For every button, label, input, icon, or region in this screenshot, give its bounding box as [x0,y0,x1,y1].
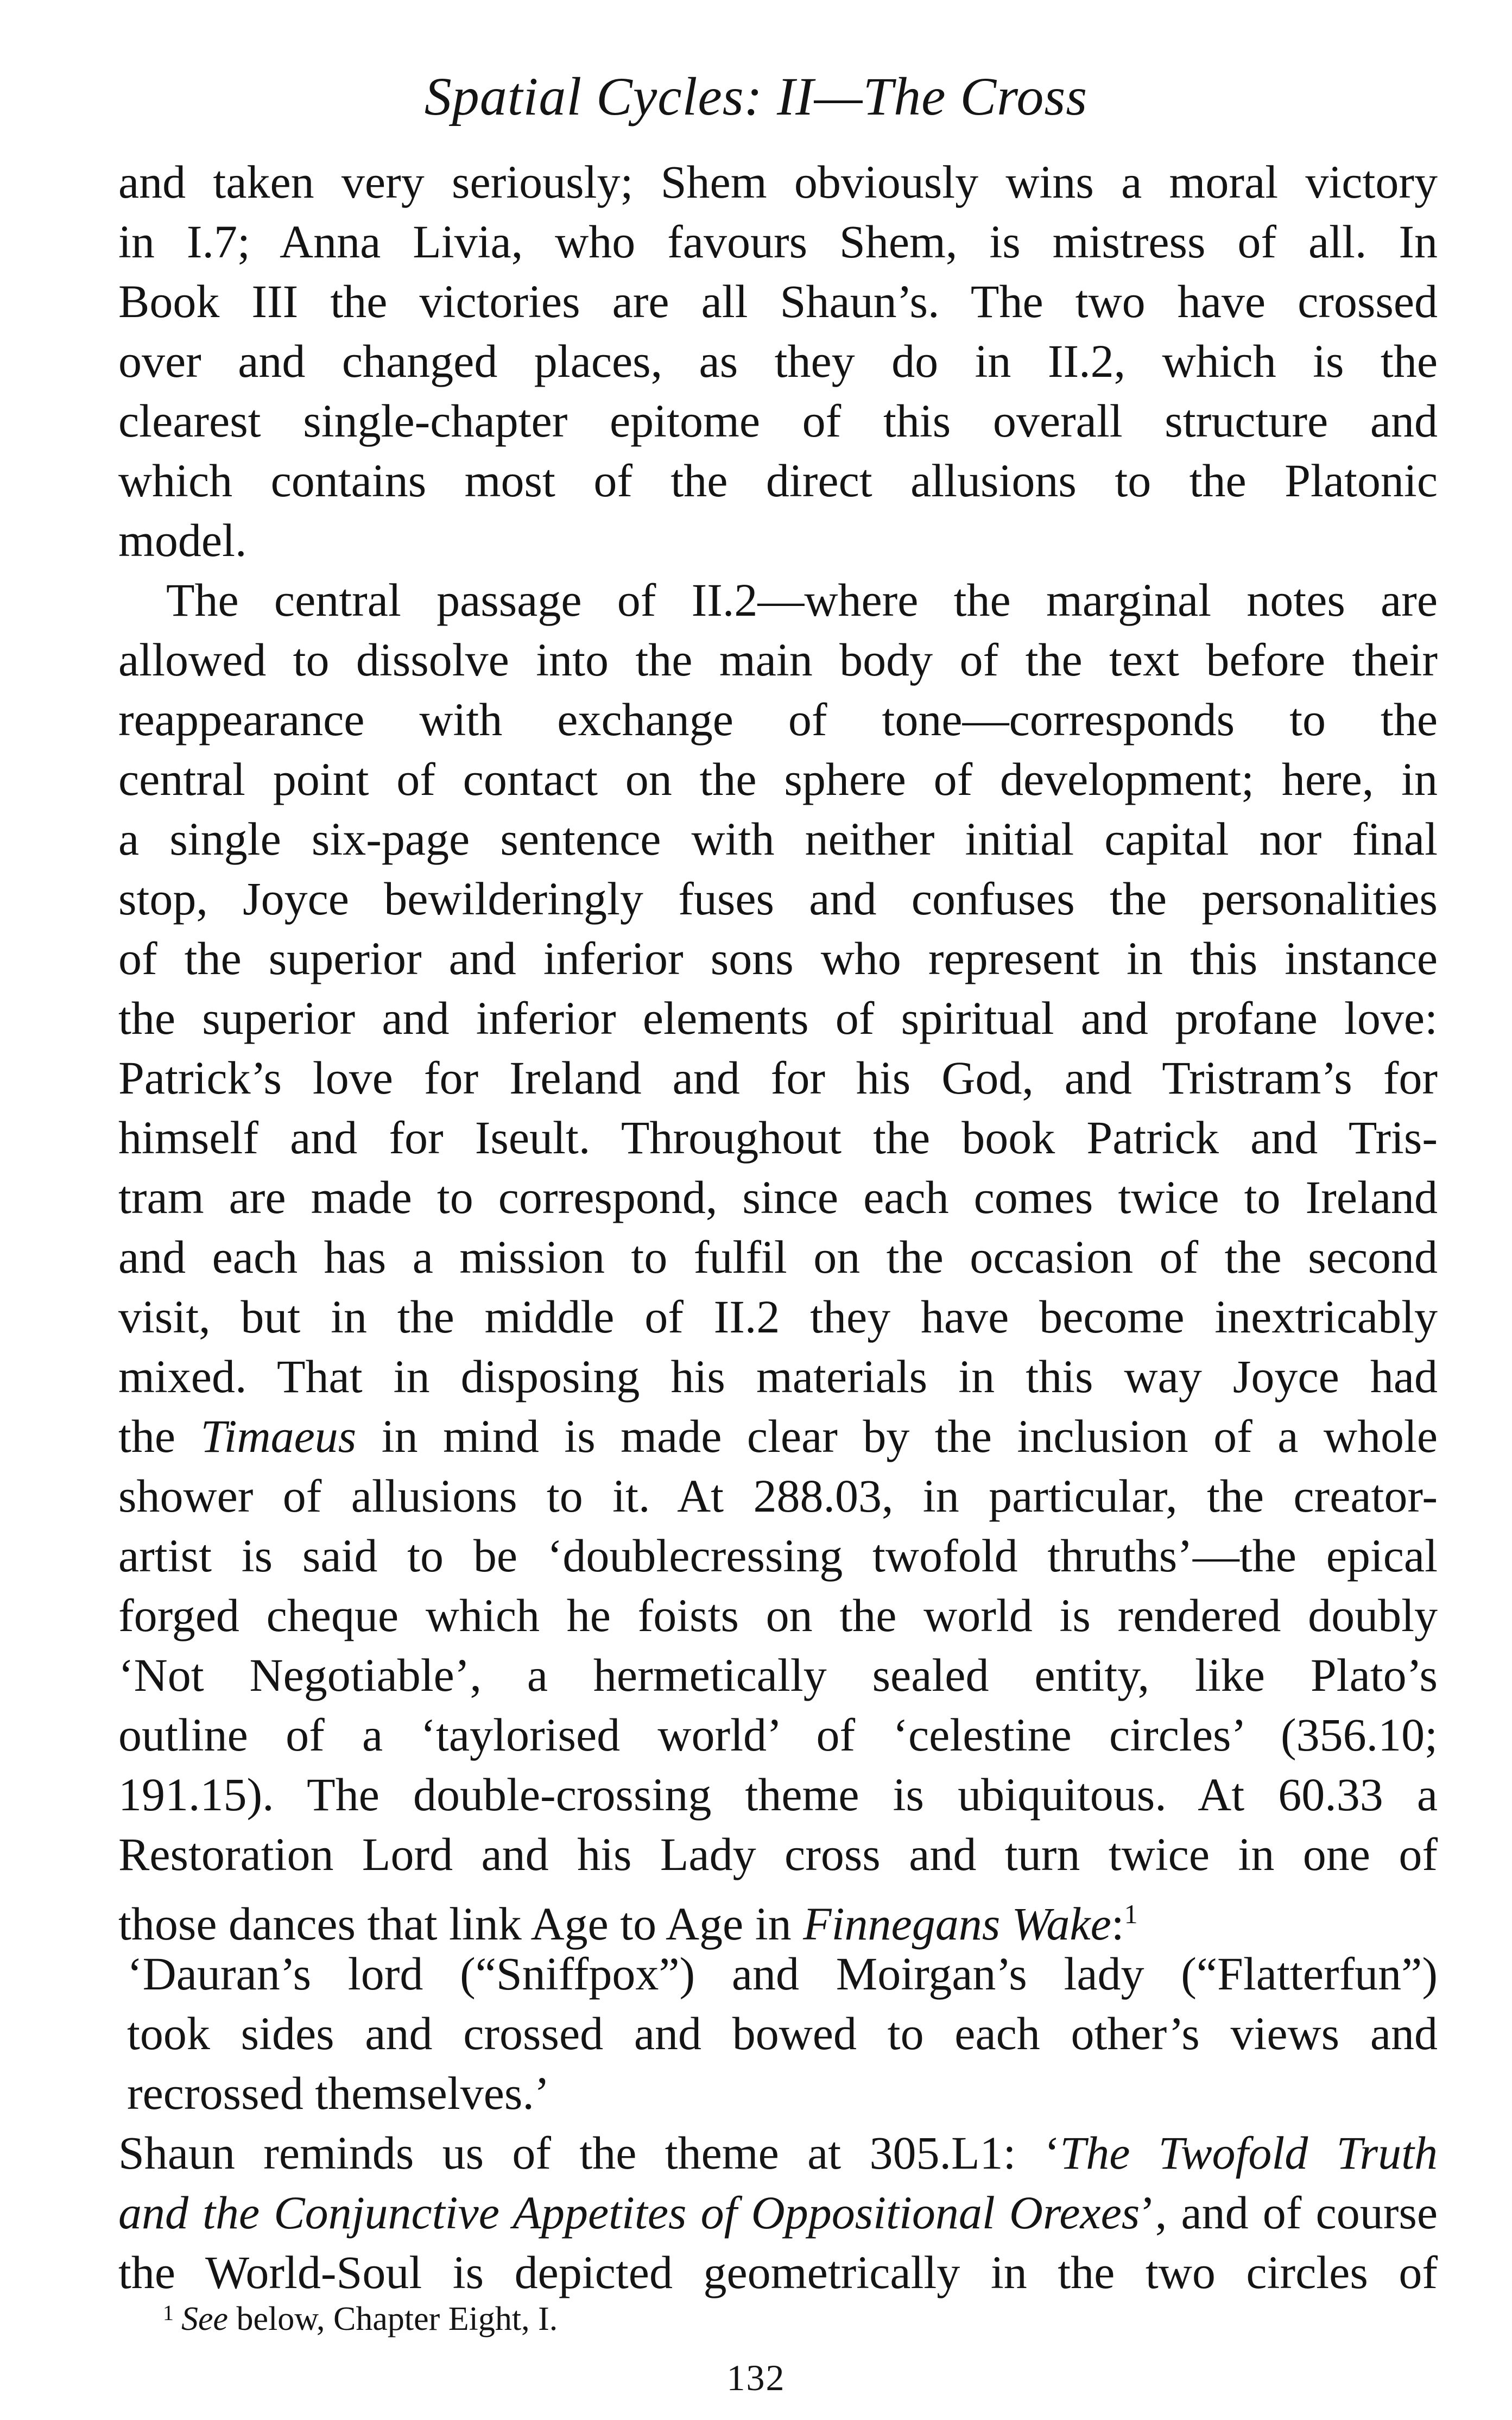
text-line: reappearance with exchange of tone—corresponds to the [118,693,1438,745]
text-line: himself and for Iseult. Throughout the book Patrick and Tris- [118,1111,1438,1164]
text-line-timaeus [118,1406,1438,1466]
text-segment: the [118,1410,201,1462]
text-line-twofold-b [118,2183,1438,2242]
text-segment: Shaun reminds us of the theme at 305.L1: [118,2127,1016,2179]
running-head: Spatial Cycles: II—The Cross [424,66,1088,127]
text-line: mixed. That in disposing his materials in this way Joyce had [118,1350,1438,1402]
footnote-number: 1 [163,2301,174,2325]
text-line: Patrick’s love for Ireland and for his God, and Tristram’s for [118,1052,1438,1104]
footnote-marker: 1 [1124,1899,1138,1929]
text-line: shower of allusions to it. At 288.03, in particular, the creator- [118,1470,1438,1522]
text-line: of the superior and inferior sons who represent in this instance [118,932,1438,984]
italic-title-twofold-a: The Twofold Truth [1060,2127,1438,2179]
text-line: clearest single-chapter epitome of this overall structure and [118,395,1438,447]
block-quote [118,1944,1438,2123]
text-line: forged cheque which he foists on the world is rendered doubly [118,1589,1438,1641]
italic-title-timaeus: Timaeus [200,1410,357,1462]
text-segment: , and of course [1155,2187,1438,2239]
text-line: allowed to dissolve into the main body of the text before their [118,634,1438,686]
footnote [163,2302,558,2336]
text-line: tram are made to correspond, since each comes twice to Ireland [118,1171,1438,1223]
text-line: over and changed places, as they do in II.2, which is the [118,335,1438,387]
quote-line: took sides and crossed and bowed to each other’s views and [127,2007,1438,2059]
text-segment: those dances that link Age to Age in [118,1898,792,1950]
text-line-finnegans: those dances that link Age to Age in Finnegans Wake:$^1$ [118,1898,1138,1950]
italic-title-finnegans-wake: Finnegans Wake [803,1898,1111,1950]
text-line: 191.15). The double-crossing theme is ubiquitous. At 60.33 a [118,1768,1438,1821]
quote-line: recrossed themselves.’ [127,2067,550,2119]
text-line: the superior and inferior elements of spiritual and profane love: [118,992,1438,1044]
text-line: stop, Joyce bewilderingly fuses and confuses the personalities [118,873,1438,925]
footnote-text: below, Chapter Eight, I. [228,2301,558,2337]
text-segment: ’ [1140,2187,1155,2239]
text-line: which contains most of the direct allusions to the Platonic [118,454,1438,507]
text-line: and taken very seriously; Shem obviously wins a moral victory [118,156,1438,208]
page-number: 132 [726,2357,786,2398]
footnote-see: See [181,2301,229,2337]
text-line: artist is said to be ‘doublecressing twofold thruths’—the epical [118,1530,1438,1582]
text-line: central point of contact on the sphere of development; here, in [118,753,1438,805]
text-line: ‘Not Negotiable’, a hermetically sealed entity, like Plato’s [118,1649,1438,1701]
text-line-twofold [118,2123,1438,2183]
quote-line: ‘Dauran’s lord (“Sniffpox”) and Moirgan’s lady (“Flatterfun”) [127,1948,1438,2000]
body-text [118,152,1438,2302]
text-line: and each has a mission to fulfil on the occasion of the second [118,1231,1438,1283]
text-line: model. [118,514,247,566]
text-segment: in mind is made clear by the inclusion of a whole [381,1410,1438,1462]
text-line: The central passage of II.2—where the marginal notes are [166,574,1438,626]
text-line: in I.7; Anna Livia, who favours Shem, is mistress of all. In [118,216,1438,268]
text-line: Book III the victories are all Shaun’s. The two have crossed [118,275,1438,327]
text-line: a single six-page sentence with neither initial capital nor final [118,813,1438,865]
text-segment: ‘ [1044,2127,1060,2179]
text-line: visit, but in the middle of II.2 they have become inextricably [118,1291,1438,1343]
text-line: Restoration Lord and his Lady cross and turn twice in one of [118,1828,1438,1880]
italic-title-twofold-b: and the Conjunctive Appetites of Oppositional Orexes [118,2187,1140,2239]
text-line: outline of a ‘taylorised world’ of ‘celestine circles’ (356.10; [118,1709,1438,1761]
text-line: the World-Soul is depicted geometrically in the two circles of [118,2246,1438,2298]
